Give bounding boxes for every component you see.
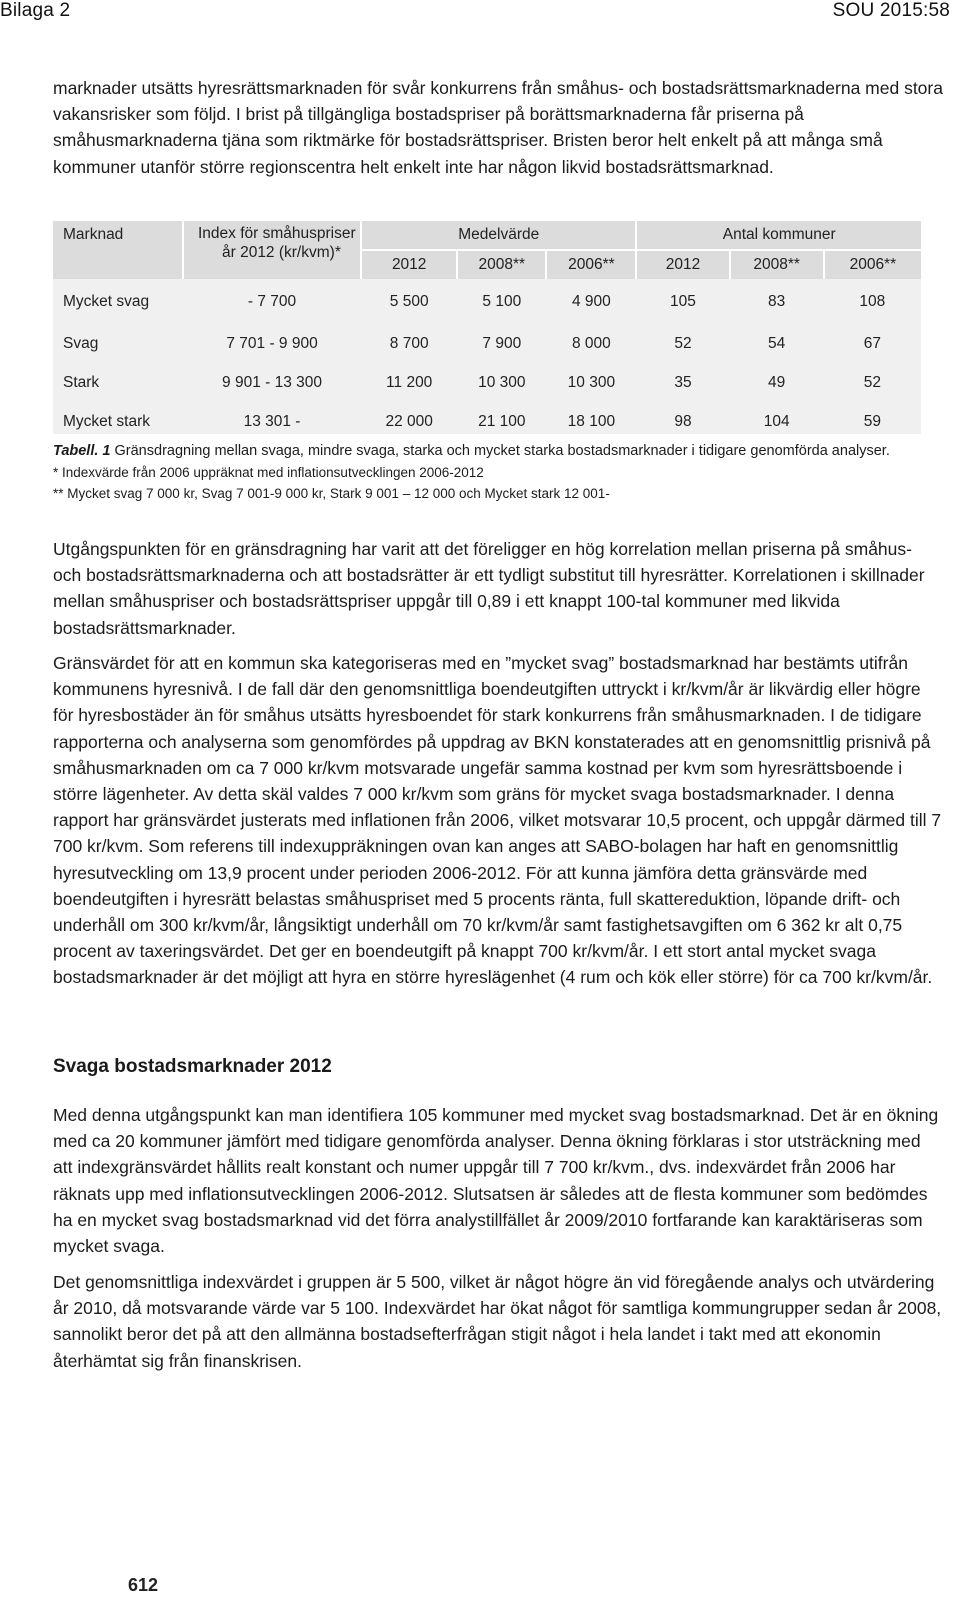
col-header-market: Marknad	[53, 221, 183, 279]
group-header-count: Antal kommuner	[636, 221, 921, 250]
cell-value: 52	[674, 334, 692, 352]
cell-value: 21 100	[478, 412, 526, 430]
page-header	[0, 0, 960, 22]
header-appendix-label: Bilaga 2	[0, 0, 71, 21]
year-header: 2012	[636, 250, 729, 279]
paragraph-average-index: Det genomsnittliga indexvärdet i gruppen är 5 500, vilket är något högre än vid föregående analys och utvärdering år 2010, då motsvarande värde var 5 100. Indexvärdet har ökat något för samtliga kommungrupper sedan år 2008, sannolikt beror det på att den allmänna bostadsefterfrågan stigit något i hela landet i takt med att ekonomin återhämtat sig från finanskrisen.	[53, 1272, 942, 1371]
cell-value: 105	[670, 292, 696, 310]
cell-value: 5 500	[389, 292, 429, 310]
group-header-mean: Medelvärde	[361, 221, 636, 250]
table-row	[53, 324, 921, 363]
page-number: 612	[128, 1575, 159, 1595]
caption-label: Tabell. 1	[53, 443, 111, 459]
intro-block	[53, 75, 943, 180]
cell-value: 4 900	[571, 292, 611, 310]
row-index-range: 7 701 - 9 900	[226, 334, 318, 352]
body-block-1	[53, 536, 943, 641]
cell-value: 7 900	[482, 334, 522, 352]
body-block-4	[53, 1269, 943, 1374]
caption-text: Gränsdragning mellan svaga, mindre svaga, starka och mycket starka bostadsmarknader i tidigare genomförda analyser.	[110, 443, 890, 459]
cell-value: 49	[768, 373, 786, 391]
cell-value: 67	[863, 334, 881, 352]
cell-value: 104	[763, 412, 790, 430]
cell-value: 8 700	[389, 334, 429, 352]
year-header: 2006**	[546, 250, 636, 279]
table-row	[53, 279, 921, 324]
paragraph-threshold: Gränsvärdet för att en kommun ska kategoriseras med en ”mycket svag” bostadsmarknad har bestämts utifrån kommunens hyresnivå. I de fall där den genomsnittliga boendeutgiften uttryckt i kr/kvm/år är likvärdig eller högre för hyresbostäder än för småhus utsätts hyresboendet för stark konkurrens från småhusmarknaden. I de tidigare rapporterna och analyserna som genomfördes på uppdrag av BKN konstaterades att en genomsnittlig prisnivå på småhusmarknaden om ca 7 000 kr/kvm motsvarade ungefär samma kostnad per kvm som hyresrättsboende i större lägenheter. Av detta skäl valdes 7 000 kr/kvm som gräns för mycket svaga bostadsmarknader. I denna rapport har gränsvärdet justerats med inflationen från 2006, vilket motsvarar 10,5 procent, och uppgår därmed till 7 700 kr/kvm. Som referens till indexuppräkningen ovan kan anges att SABO-bolagen har haft en genomsnittlig hyresutveckling om 13,9 procent under perioden 2006-2012. För att kunna jämföra detta gränsvärde med boendeutgiften i hyresrätt belastas småhuspriset med 5 procents ränta, full skattereduktion, löpande drift- och underhåll om 300 kr/kvm/år, långsiktigt underhåll om 70 kr/kvm/år samt fastighetsavgiften om 6 362 kr alt 0,75 procent av taxeringsvärdet. Det ger en boendeutgift på knappt 700 kr/kvm/år. I ett stort antal mycket svaga bostadsmarknader är det möjligt att hyra en större hyreslägenhet (4 rum och kök eller större) för ca 700 kr/kvm/år.	[53, 653, 942, 988]
cell-value: 98	[674, 412, 692, 430]
section-heading-block	[53, 1056, 943, 1078]
cell-value: 54	[768, 334, 786, 352]
row-index-range: 13 301 -	[243, 412, 301, 430]
cell-value: 8 000	[571, 334, 611, 352]
cell-value: 83	[768, 292, 786, 310]
body-block-2	[53, 650, 943, 991]
cell-value: 10 300	[478, 373, 526, 391]
cell-value: 11 200	[386, 373, 433, 391]
row-index-range: - 7 700	[247, 292, 297, 310]
paragraph-correlation: Utgångspunkten för en gränsdragning har varit att det föreligger en hög korrelation mellan priserna på småhus- och bostadsrättsmarknaderna och att bostadsrätter är ett tydligt substitut till hyresrätter. Korrelationen i skillnader mellan småhuspriser och bostadsrättspriser uppgår till 0,89 i ett knappt 100-tal kommuner med likvida bostadsrättsmarknader.	[53, 539, 925, 638]
row-market-name: Mycket stark	[63, 412, 150, 430]
cell-value: 59	[863, 412, 881, 430]
cell-value: 35	[674, 373, 692, 391]
cell-value: 18 100	[567, 412, 616, 430]
year-header: 2008**	[457, 250, 546, 279]
table-row	[53, 402, 921, 441]
row-market-name: Mycket svag	[63, 292, 150, 310]
paragraph-weak-markets: Med denna utgångspunkt kan man identifiera 105 kommuner med mycket svag bostadsmarknad. Det är en ökning med ca 20 kommuner jämfört med tidigare genomförda analyser. Denna ökning förklaras i stor utsträckning med att indexgränsvärdet hållits realt konstant och numer uppgår till 7 700 kr/kvm., dvs. indexvärdet från 2006 har räknats upp med inflationsutvecklingen 2006-2012. Slutsatsen är således att de flesta kommuner som bedömdes ha en mycket svag bostadsmarknad vid det förra analystillfället år 2009/2010 fortfarande kan karaktäriseras som mycket svaga.	[53, 1105, 939, 1257]
row-market-name: Stark	[63, 373, 100, 391]
section-heading: Svaga bostadsmarknader 2012	[53, 1056, 332, 1077]
footnote-thresholds: ** Mycket svag 7 000 kr, Svag 7 001-9 000 kr, Stark 9 001 – 12 000 och Mycket stark 12 001-	[53, 486, 610, 501]
col-header-index-line1: Index för småhuspriser	[197, 225, 356, 242]
year-header: 2012	[361, 250, 457, 279]
cell-value: 108	[859, 292, 886, 310]
year-header: 2006**	[824, 250, 921, 279]
cell-value: 52	[863, 373, 881, 391]
table-row	[53, 363, 921, 402]
year-header: 2008**	[730, 250, 824, 279]
cell-value: 5 100	[482, 292, 522, 310]
market-table	[53, 221, 921, 434]
footnote-index: * Indexvärde från 2006 uppräknat med inflationsutvecklingen 2006-2012	[53, 465, 484, 480]
col-header-index-line2: år 2012 (kr/kvm)*	[221, 244, 341, 261]
intro-paragraph: marknader utsätts hyresrättsmarknaden för svår konkurrens från småhus- och bostadsrättsmarknaderna med stora vakansrisker som följd. I brist på tillgängliga bostadspriser på borättsmarknaderna får priserna på småhusmarknaderna tjäna som riktmärke för bostadsrättspriser. Bristen beror helt enkelt på att många små kommuner utanför större regionscentra helt enkelt inte har någon likvid bostadsrättsmarknad.	[53, 78, 943, 177]
row-market-name: Svag	[63, 334, 99, 352]
caption-line	[53, 441, 943, 462]
col-header-index	[183, 221, 361, 279]
row-index-range: 9 901 - 13 300	[222, 373, 323, 391]
cell-value: 22 000	[385, 412, 433, 430]
header-report-id: SOU 2015:58	[832, 0, 950, 21]
table-caption	[53, 441, 943, 504]
body-block-3	[53, 1102, 943, 1259]
cell-value: 10 300	[567, 373, 616, 391]
